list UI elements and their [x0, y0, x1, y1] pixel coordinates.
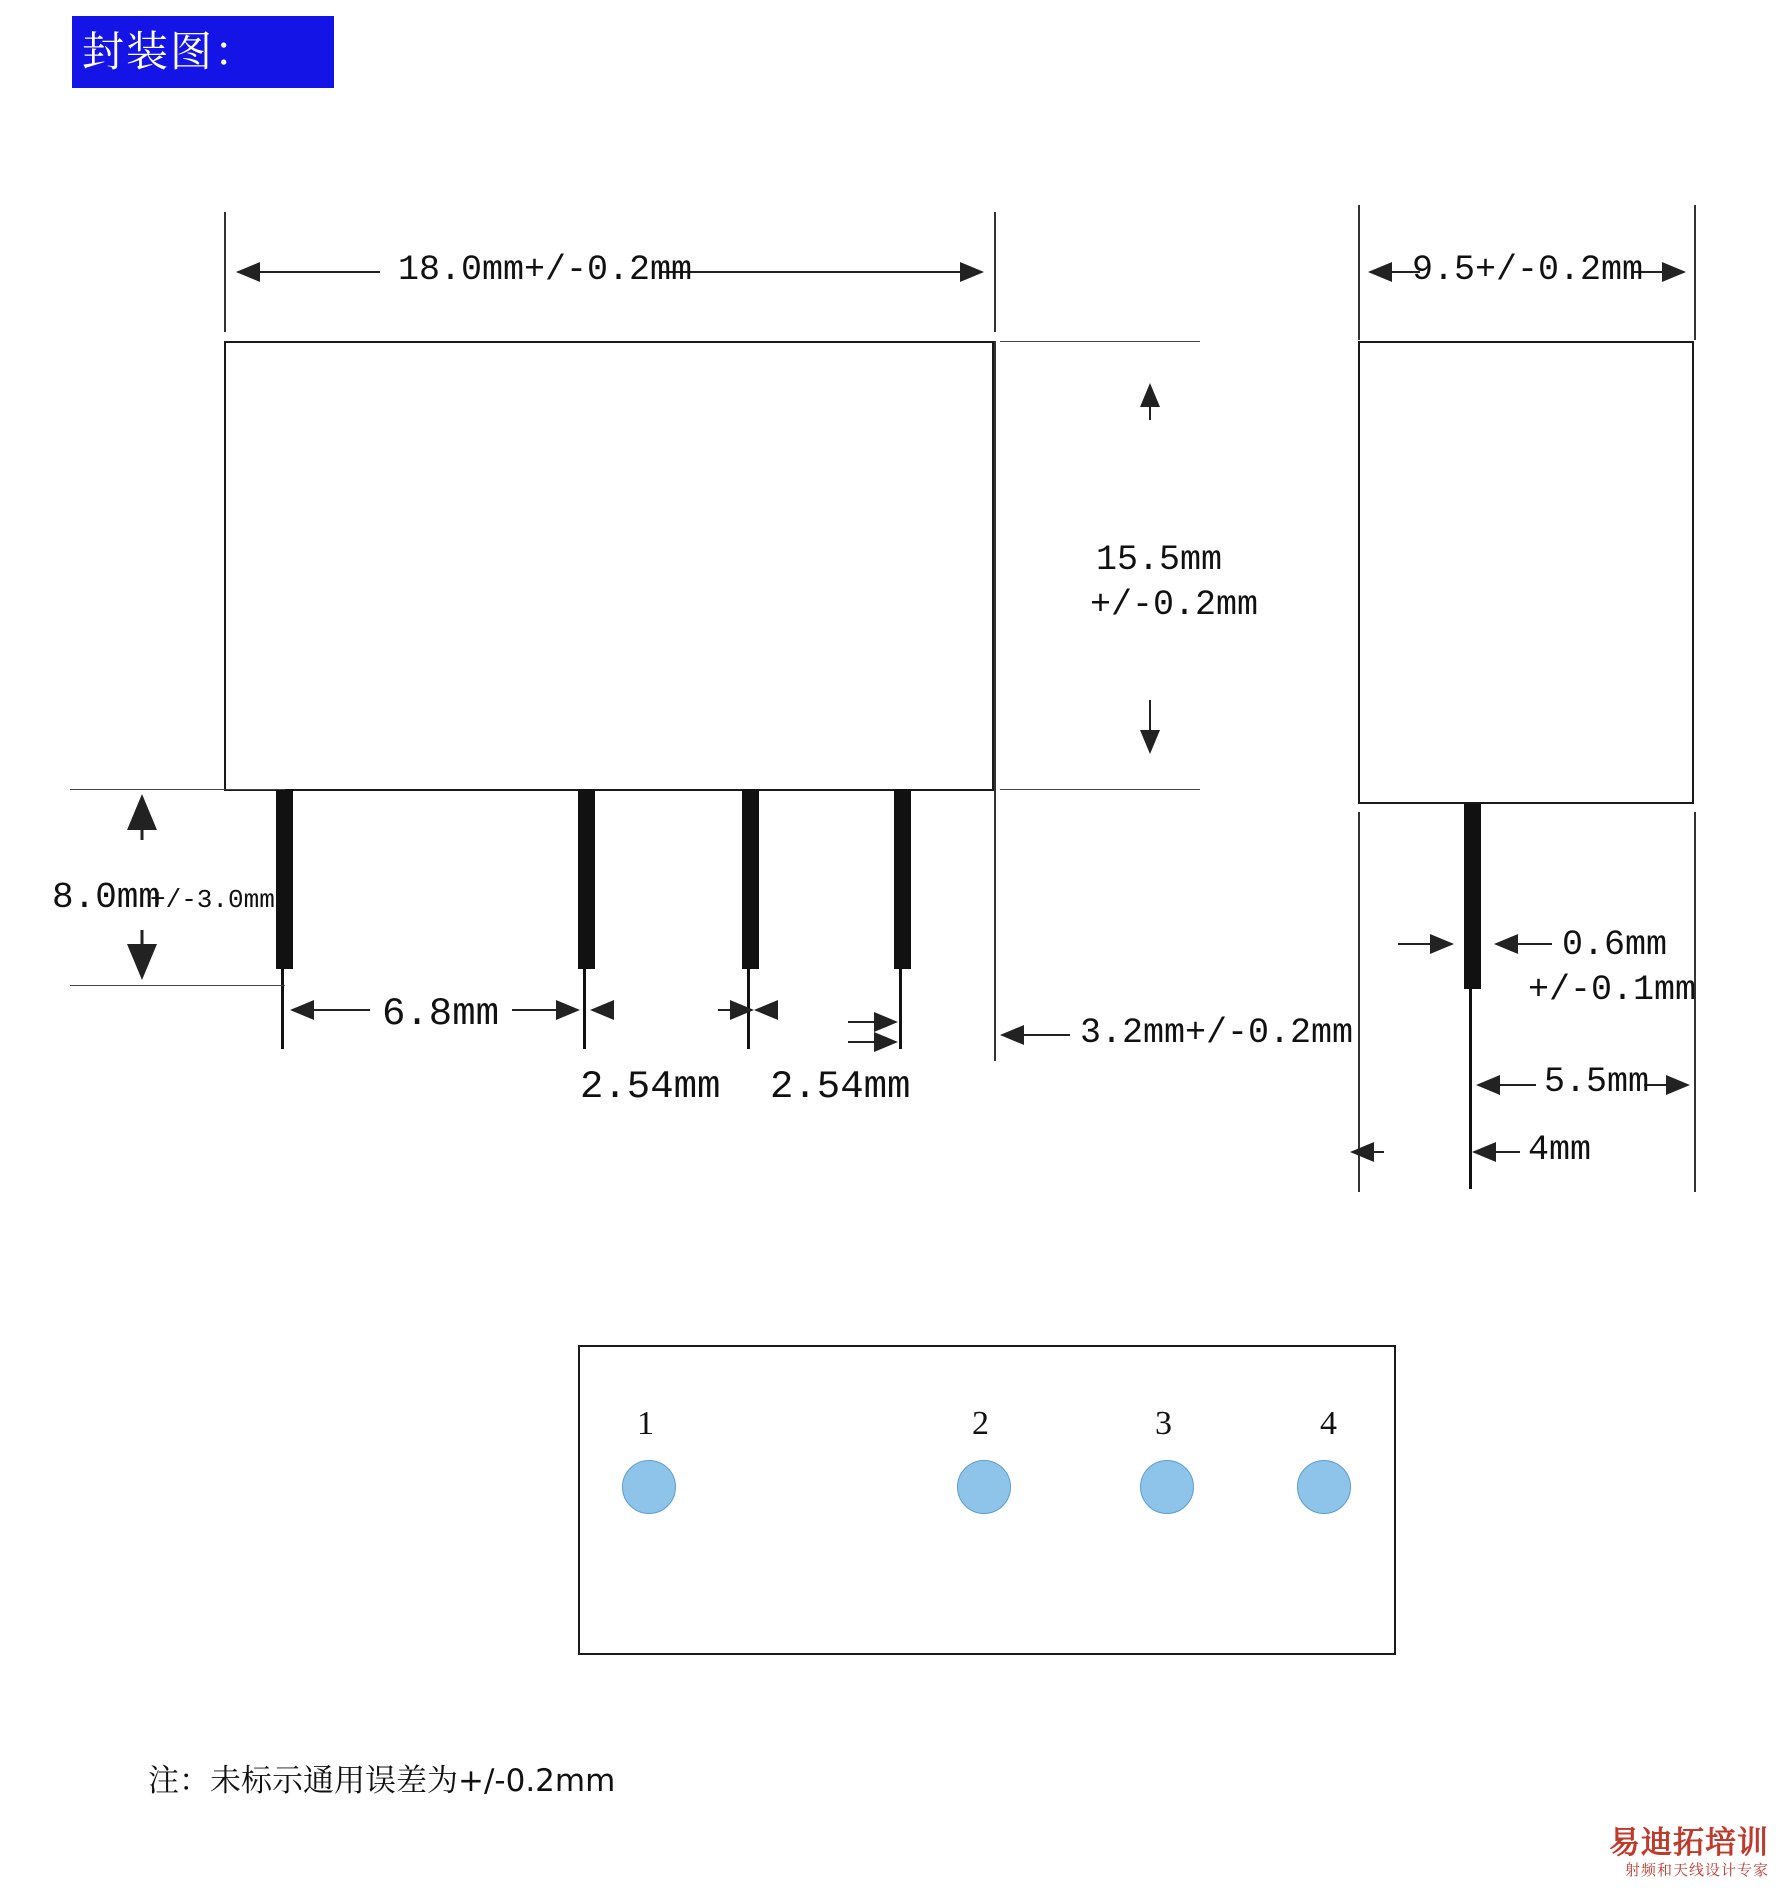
page-title: 封装图： [72, 16, 334, 88]
front-ext-right [994, 212, 996, 332]
front-pin-1 [276, 789, 293, 969]
height-ext-bottom [1000, 789, 1200, 790]
front-pin-4 [894, 789, 911, 969]
front-pin-3 [742, 789, 759, 969]
lead-length-tolerance: +/-3.0mm [150, 885, 275, 915]
footprint-pad-3[interactable] [1140, 1460, 1194, 1514]
front-height-label-2: +/-0.2mm [1090, 585, 1259, 625]
watermark-brand: 易迪拓培训 [1609, 1825, 1769, 1862]
footprint-pad-4[interactable] [1297, 1460, 1351, 1514]
pitch-1-2-label: 6.8mm [382, 992, 500, 1036]
side-dim-4-label: 4mm [1528, 1130, 1592, 1170]
lead-width-label-2: +/-0.1mm [1528, 970, 1697, 1010]
front-height-label-1: 15.5mm [1096, 540, 1223, 580]
side-width-label: 9.5+/-0.2mm [1412, 250, 1644, 290]
pitch-2-3-label: 2.54mm [580, 1065, 721, 1109]
board-thickness-label: 3.2mm+/-0.2mm [1080, 1013, 1354, 1053]
front-pin-1-tip [281, 969, 284, 1049]
watermark [1609, 1826, 1769, 1879]
side-body-outline [1358, 341, 1694, 804]
front-pin-2 [578, 789, 595, 969]
front-pin-2-tip [583, 969, 586, 1049]
lead-length-label: 8.0mm [52, 877, 161, 918]
height-ext-top [1000, 341, 1200, 342]
side-ext-left [1358, 205, 1360, 340]
lead-width-label-1: 0.6mm [1562, 925, 1668, 965]
front-width-label: 18.0mm+/-0.2mm [398, 250, 693, 290]
front-pin-3-tip [747, 969, 750, 1049]
tolerance-note: 注：未标示通用误差为+/-0.2mm [148, 1763, 616, 1799]
front-pin-4-tip [899, 969, 902, 1049]
pad-number-3: 3 [1155, 1405, 1172, 1442]
lead-ext-bottom [70, 985, 285, 986]
side-dim-left-ext [1358, 812, 1360, 1192]
footprint-pad-1[interactable] [622, 1460, 676, 1514]
pad-number-4: 4 [1320, 1405, 1337, 1442]
front-right-datum [994, 341, 996, 1061]
lead-ext-top [70, 789, 285, 790]
side-pin [1464, 804, 1481, 989]
side-dim-5-5-label: 5.5mm [1544, 1062, 1650, 1102]
pitch-3-4-label: 2.54mm [770, 1065, 911, 1109]
watermark-tagline: 射频和天线设计专家 [1624, 1860, 1769, 1879]
front-ext-left [224, 212, 226, 332]
side-ext-right [1694, 205, 1696, 340]
footprint-pad-2[interactable] [957, 1460, 1011, 1514]
pad-number-1: 1 [637, 1405, 654, 1442]
pad-number-2: 2 [972, 1405, 989, 1442]
front-body-outline [224, 341, 994, 791]
side-pin-tip [1469, 989, 1472, 1189]
